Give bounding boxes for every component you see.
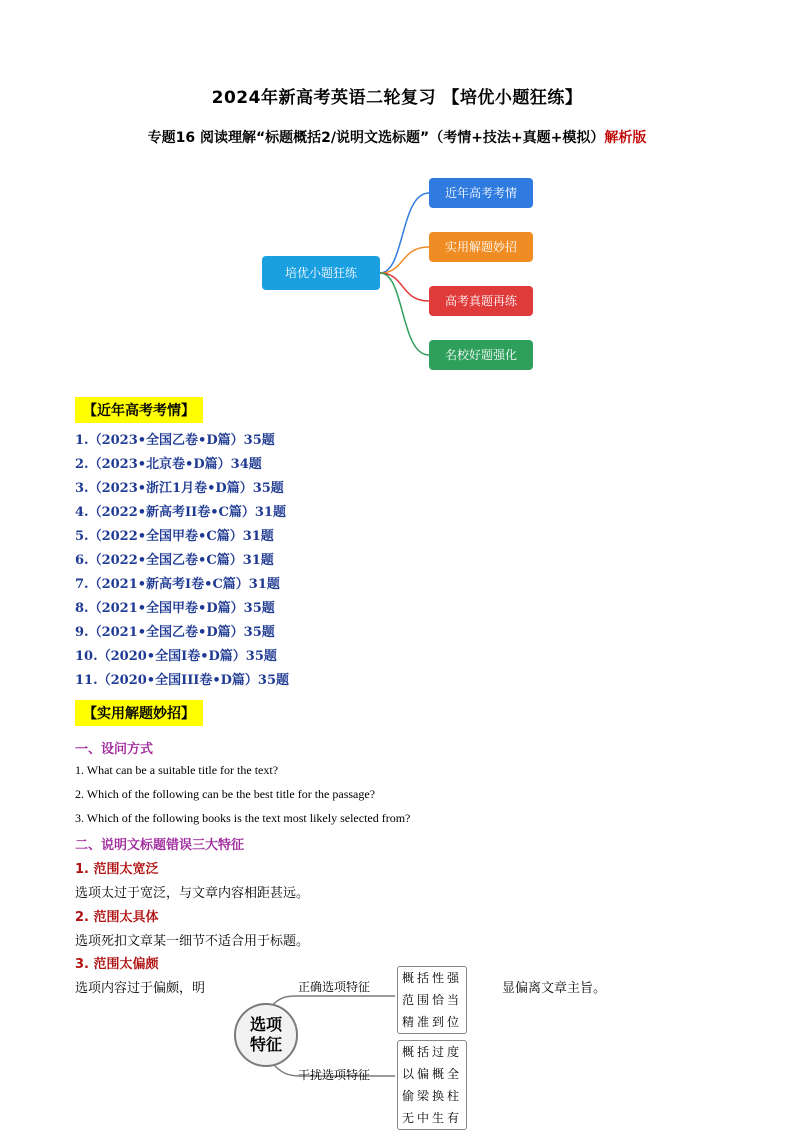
mindmap-node-1: 近年高考考情 [429,178,533,208]
list-item: 8.（2021•全国甲卷•D篇）35题 [75,601,275,616]
question-1: 1. What can be a suitable title for the text? [75,763,279,777]
connector-correct [270,996,395,1008]
connector-1 [380,193,429,273]
list-item: 7.（2021•新高考I卷•C篇）31题 [75,577,280,592]
feature-3-text-right: 显偏离文章主旨。 [502,981,607,996]
feature-1-text: 选项太过于宽泛，与文章内容相距甚远。 [75,886,310,901]
subtitle-red: 解析版 [604,130,647,146]
wrong-feature-item: 无中生有 [402,1111,463,1125]
list-item: 9.（2021•全国乙卷•D篇）35题 [75,625,275,640]
mindmap-node-4: 名校好题强化 [429,340,533,370]
list-item: 11.（2020•全国III卷•D篇）35题 [75,673,290,688]
feature-2-title: 2. 范围太具体 [75,910,159,925]
list-item: 4.（2022•新高考II卷•C篇）31题 [75,505,286,520]
feature-2-text: 选项死扣文章某一细节不适合用于标题。 [75,934,310,949]
feature-3-text-left: 选项内容过于偏颇，明 [75,981,206,996]
subtitle-main: 专题16 阅读理解“标题概括2/说明文选标题”（考情+技法+真题+模拟） [147,130,605,146]
correct-feature-item: 精准到位 [402,1015,463,1029]
connector-3 [380,273,429,301]
question-2: 2. Which of the following can be the best title for the passage? [75,787,376,801]
correct-options-label: 正确选项特征 [298,980,371,994]
exam-list [75,432,289,696]
mindmap-node-2: 实用解题妙招 [429,232,533,262]
circle-line-1: 选项 [249,1015,282,1034]
page-title: 2024年新高考英语二轮复习 【培优小题狂练】 [211,88,583,108]
list-item: 5.（2022•全国甲卷•C篇）31题 [75,529,274,544]
circle-line-2: 特征 [249,1035,282,1054]
connector-4 [380,273,429,355]
list-item: 10.（2020•全国I卷•D篇）35题 [75,649,277,664]
options-feature-circle [234,1003,298,1067]
wrong-features-box [397,1040,467,1130]
list-item: 1.（2023•全国乙卷•D篇）35题 [75,433,275,448]
heading-error-features: 二、说明文标题错误三大特征 [75,838,245,853]
list-item: 2.（2023•北京卷•D篇）34题 [75,457,262,472]
mindmap-connectors [0,0,794,420]
correct-features-box [397,966,467,1034]
list-item: 3.（2023•浙江1月卷•D篇）35题 [75,481,284,496]
section-tag-exam-info: 【近年高考考情】 [75,397,203,423]
question-3: 3. Which of the following books is the text most likely selected from? [75,811,411,825]
correct-feature-item: 概括性强 [402,971,463,985]
mindmap-root: 培优小题狂练 [262,256,380,290]
wrong-options-label: 干扰选项特征 [298,1068,371,1082]
wrong-feature-item: 以偏概全 [402,1067,463,1081]
heading-question-types: 一、设问方式 [75,742,154,757]
feature-1-title: 1. 范围太宽泛 [75,862,159,877]
feature-3-title: 3. 范围太偏颇 [75,957,159,972]
list-item: 6.（2022•全国乙卷•C篇）31题 [75,553,274,568]
wrong-feature-item: 偷梁换柱 [402,1089,463,1103]
correct-feature-item: 范围恰当 [402,993,463,1007]
section-tag-tips: 【实用解题妙招】 [75,700,203,726]
wrong-feature-item: 概括过度 [402,1045,463,1059]
mindmap-node-3: 高考真题再练 [429,286,533,316]
connector-2 [380,247,429,273]
